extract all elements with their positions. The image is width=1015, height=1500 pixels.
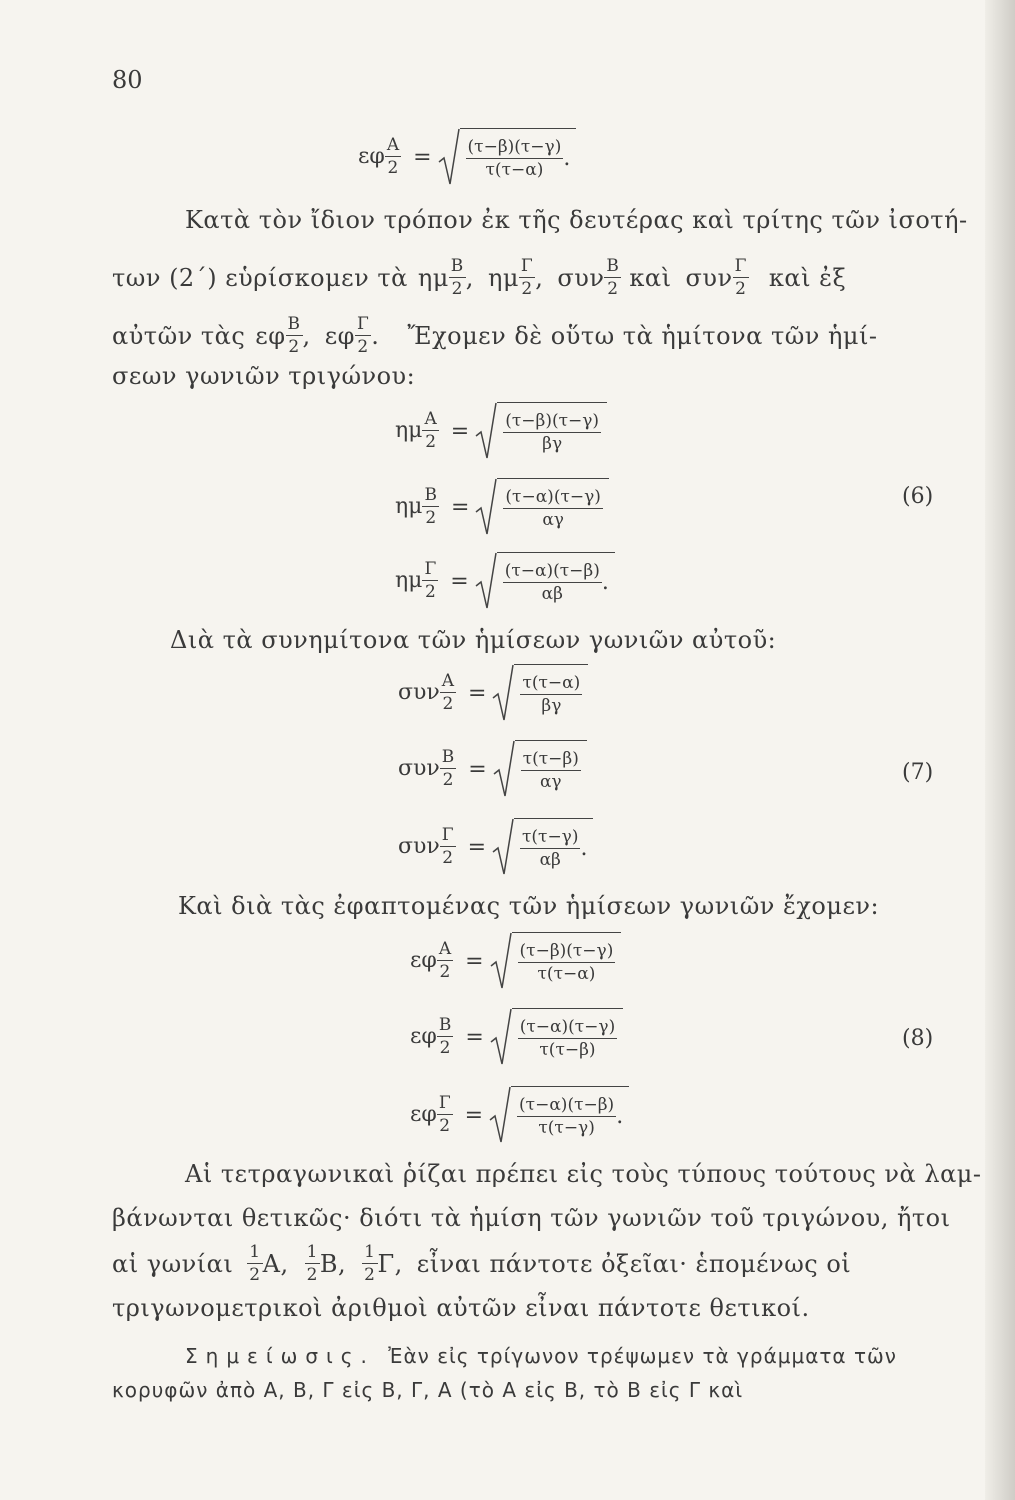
paragraph-2-line-2: βάνωνται θετικῶς· διότι τὰ ἡμίση τῶν γωνιῶν τοῦ τριγώνου, ἤτοι	[112, 1204, 951, 1232]
intro-equation-8: Καὶ διὰ τὰς ἐφαπτομένας τῶν ἡμίσεων γωνιῶν ἔχομεν:	[178, 892, 880, 920]
equation-label-8: (8)	[902, 1026, 934, 1051]
equation-cos-G: συν $\frac{\Gamma}{2}$ = $\frac{\tau(\tau-\gamma)}{\alpha\beta}$ .	[398, 818, 593, 876]
page-edge-shadow	[985, 0, 1015, 1500]
radical-sign	[475, 402, 497, 460]
radical-sign	[493, 740, 515, 798]
paragraph-1-line-2: των (2΄) εὑρίσκομεν τὰ ημ $\frac{B}{2}$ , ημ $\frac{\Gamma}{2}$ , συν $\frac{B}{2}$ καὶ συν $\frac{\Gamma}{2}$ καὶ ἐξ	[112, 256, 847, 299]
equation-label-6: (6)	[902, 484, 934, 509]
equation-label-7: (7)	[902, 760, 934, 785]
radical-sign	[492, 664, 514, 722]
radical-sign	[492, 818, 514, 876]
paragraph-2-line-4: τριγωνομετρικοὶ ἀριθμοὶ αὐτῶν εἶναι πάντοτε θετικοί.	[112, 1294, 810, 1322]
paragraph-1-line-4: σεων γωνιῶν τριγώνου:	[112, 362, 416, 390]
paragraph-2-line-3: αἱ γωνίαι $\frac{1}{2}$ A, $\frac{1}{2}$ B, $\frac{1}{2}$ Γ, εἶναι πάντοτε ὀξεῖαι· ἑπομένως οἱ	[112, 1242, 852, 1285]
equation-cos-B: συν $\frac{B}{2}$ = $\frac{\tau(\tau-\beta)}{\alpha\gamma}$	[398, 740, 587, 798]
radical-sign	[489, 1086, 511, 1144]
equation-tan-G: εφ $\frac{\Gamma}{2}$ = $\frac{(\tau-\alpha)(\tau-\beta)}{\tau(\tau-\gamma)}$ .	[410, 1086, 629, 1144]
note-line-1: Σημείωσις. Ἐὰν εἰς τρίγωνον τρέψωμεν τὰ γράμματα τῶν	[185, 1344, 897, 1368]
radical-sign	[490, 932, 512, 990]
note-label: Σημείωσις.	[185, 1344, 375, 1368]
paragraph-1-line-3: αὐτῶν τὰς εφ $\frac{B}{2}$ , εφ $\frac{\Gamma}{2}$ . Ἔχομεν δὲ οὕτω τὰ ἡμίτονα τῶν ἡμί-	[112, 314, 878, 357]
radical-sign	[475, 478, 497, 536]
paragraph-2-line-1: Αἱ τετραγωνικαὶ ῥίζαι πρέπει εἰς τοὺς τύπους τούτους νὰ λαμ-	[185, 1160, 982, 1188]
note-line-2: κορυφῶν ἀπὸ Α, Β, Γ εἰς Β, Γ, Α (τὸ Α εἰς Β, τὸ Β εἰς Γ καὶ	[112, 1378, 744, 1402]
paragraph-1-line-1: Κατὰ τὸν ἴδιον τρόπον ἐκ τῆς δευτέρας καὶ τρίτης τῶν ἰσοτή-	[185, 206, 968, 234]
equation-sin-B: ημ $\frac{B}{2}$ = $\frac{(\tau-\alpha)(\tau-\gamma)}{\alpha\gamma}$	[395, 478, 609, 536]
radical-sign	[475, 552, 497, 610]
page-number: 80	[112, 66, 143, 94]
equation-cos-A: συν $\frac{A}{2}$ = $\frac{\tau(\tau-\alpha)}{\beta\gamma}$	[398, 664, 588, 722]
equation-sin-G: ημ $\frac{\Gamma}{2}$ = $\frac{(\tau-\alpha)(\tau-\beta)}{\alpha\beta}$ .	[395, 552, 615, 610]
intro-equation-7: Διὰ τὰ συνημίτονα τῶν ἡμίσεων γωνιῶν αὐτοῦ:	[170, 626, 777, 654]
equation-tan-A: εφ $\frac{A}{2}$ = $\frac{(\tau-\beta)(\tau-\gamma)}{\tau(\tau-\alpha)}$	[410, 932, 621, 990]
equation-sin-A: ημ $\frac{A}{2}$ = $\frac{(\tau-\beta)(\tau-\gamma)}{\beta\gamma}$	[395, 402, 607, 460]
equation-tan-B: εφ $\frac{B}{2}$ = $\frac{(\tau-\alpha)(\tau-\gamma)}{\tau(\tau-\beta)}$	[410, 1008, 623, 1066]
radical-sign	[490, 1008, 512, 1066]
equation-tan-A-top: εφ $\frac{A}{2}$ = $\frac{(\tau-\beta)(\tau-\gamma)}{\tau(\tau-\alpha)}$ .	[358, 128, 576, 186]
radical-sign	[438, 128, 460, 186]
